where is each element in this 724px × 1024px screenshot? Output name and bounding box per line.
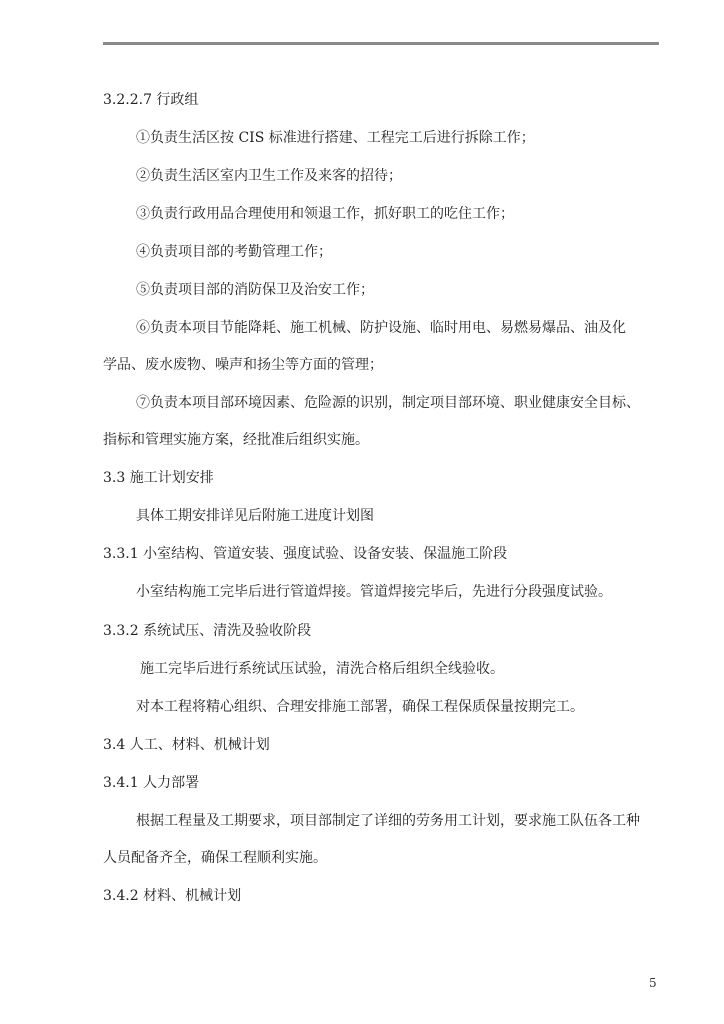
- heading-3-4-1: 3.4.1 人力部署: [103, 775, 200, 791]
- structure-paragraph: 小室结构施工完毕后进行管道焊接。管道焊接完毕后，先进行分段强度试验。: [136, 584, 612, 600]
- duty-item-4: ④负责项目部的考勤管理工作；: [136, 244, 332, 260]
- schedule-paragraph: 具体工期安排详见后附施工进度计划图: [136, 508, 374, 524]
- heading-3-2-2-7: 3.2.2.7 行政组: [103, 92, 199, 108]
- pressure-test-paragraph: 施工完毕后进行系统试压试验，清洗合格后组织全线验收。: [140, 661, 504, 677]
- duty-item-6-line-2: 学品、废水废物、噪声和扬尘等方面的管理；: [103, 357, 383, 373]
- duty-item-7-line-2: 指标和管理实施方案，经批准后组织实施。: [103, 432, 369, 448]
- heading-3-3: 3.3 施工计划安排: [103, 470, 214, 486]
- heading-3-4-2: 3.4.2 材料、机械计划: [103, 888, 242, 904]
- duty-item-5: ⑤负责项目部的消防保卫及治安工作；: [136, 282, 374, 298]
- heading-3-4: 3.4 人工、材料、机械计划: [103, 737, 270, 753]
- duty-item-3: ③负责行政用品合理使用和领退工作，抓好职工的吃住工作；: [136, 206, 514, 222]
- duty-item-2: ②负责生活区室内卫生工作及来客的招待；: [136, 168, 402, 184]
- heading-3-3-2: 3.3.2 系统试压、清洗及验收阶段: [103, 623, 312, 639]
- duty-item-1: ①负责生活区按 CIS 标准进行搭建、工程完工后进行拆除工作；: [136, 130, 535, 146]
- header-rule: [103, 42, 659, 45]
- page-number: 5: [649, 976, 657, 990]
- labor-paragraph-line-1: 根据工程量及工期要求，项目部制定了详细的劳务用工计划，要求施工队伍各工种: [136, 813, 640, 829]
- labor-paragraph-line-2: 人员配备齐全，确保工程顺利实施。: [103, 850, 327, 866]
- duty-item-7-line-1: ⑦负责本项目部环境因素、危险源的识别，制定项目部环境、职业健康安全目标、: [136, 395, 640, 411]
- organization-paragraph: 对本工程将精心组织、合理安排施工部署，确保工程保质保量按期完工。: [136, 699, 584, 715]
- heading-3-3-1: 3.3.1 小室结构、管道安装、强度试验、设备安装、保温施工阶段: [103, 546, 508, 562]
- duty-item-6-line-1: ⑥负责本项目节能降耗、施工机械、防护设施、临时用电、易燃易爆品、油及化: [136, 320, 626, 336]
